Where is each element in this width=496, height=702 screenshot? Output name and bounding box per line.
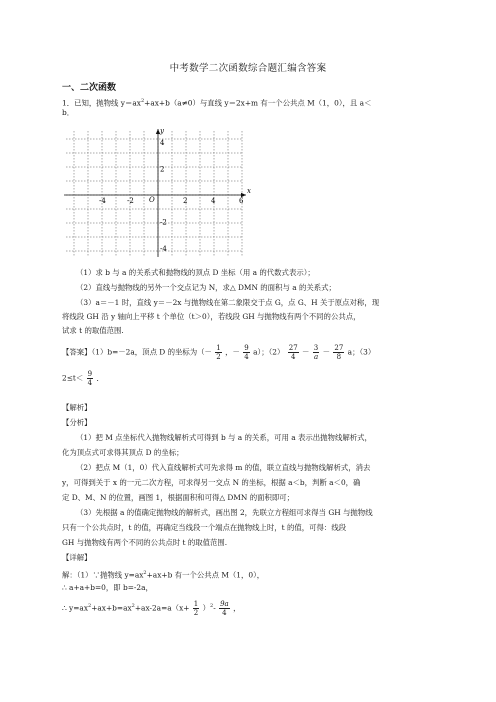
answer-line-2: 2≤t＜ $\frac{9}{4}$ ．	[62, 370, 104, 387]
x-tick-label: 4	[211, 197, 216, 205]
x-tick-label: 2	[183, 197, 188, 205]
fenxi-line: GH 与抛物线有两个不同的公共点时 t 的取值范围.	[62, 538, 228, 547]
part-3-line-2: 将线段 GH 沿 y 轴向上平移 t 个单位（t＞0），若线段 GH 与抛物线有两个不同的公共点，	[62, 312, 361, 321]
answer-line: 【答案】（1）b=－2a，顶点 D 的坐标为（－ $\frac{1}{2}$ ，－ $\frac{9}{4}$ a）；（2） $\frac{27}{4}$ － $\frac{3}{a}$ － $\frac{27}{8}$ a；（3）	[62, 344, 376, 361]
x-axis-label: x	[247, 187, 251, 195]
part-3-line-1: （3）a＝－1 时，直线 y＝－2x 与抛物线在第二象限交于点 G，点 G、H 关于原点对称，现	[76, 298, 380, 307]
detail-line-1: 解：（1）∵抛物线 $y=ax^2+ax+b$ 有一个公共点 M（1，0），	[62, 570, 265, 580]
detail-line-3: ∴ $y=ax^2+ax+b=ax^2+ax-2a=a(x+$ $\frac{1}{2}$ ）$^2$- $\frac{9a}{4}$ ，	[62, 600, 241, 617]
question-stem: 1．已知，抛物线 $y=ax^2+ax+b(a\ne 0)$与直线 y＝2x+m 有一个公共点 M（1，0），且 a＜	[62, 98, 372, 108]
x-tick-label: 6	[239, 197, 244, 205]
fenxi-line: y，可得到关于 x 的一元二次方程，可求得另一交点 N 的坐标，根据 a＜b，判断 a＜0，确	[62, 478, 361, 487]
fenxi-line: 只有一个公共点时，t 的值，再确定当线段一个端点在抛物线上时，t 的值，可得：线段	[62, 523, 347, 532]
y-tick-label: 4	[160, 138, 165, 147]
analysis-tag: 【解析】	[62, 403, 92, 412]
fenxi-line: （2）把点 M（1，0）代入直线解析式可先求得 m 的值，联立直线与抛物线解析式，消去	[76, 463, 371, 472]
fenxi-line: （3）先根据 a 的值确定抛物线的解析式，画出图 2，先联立方程组可求得当 GH 与抛物线	[76, 508, 373, 517]
detail-label: 【详解】	[62, 553, 92, 562]
fenxi-line: 化为顶点式可求得其顶点 D 的坐标；	[62, 448, 184, 457]
y-axis-label: y	[160, 127, 164, 135]
fenxi-line: 定 D、M、N 的位置，画图 1，根据面积和可得△ DMN 的面积即可；	[62, 493, 295, 502]
section-heading: 一、二次函数	[62, 83, 117, 93]
fenxi-label: 【分析】	[62, 418, 92, 427]
part-2: （2）直线与抛物线的另外一个交点记为 N，求△ DMN 的面积与 a 的关系式；	[76, 283, 336, 292]
y-tick-label: -4	[160, 245, 167, 254]
y-tick-label: -2	[160, 218, 167, 227]
question-stem-cont: b．	[62, 108, 75, 117]
fenxi-line: （1）把 M 点坐标代入抛物线解析式可得到 b 与 a 的关系，可用 a 表示出抛物线解析式，	[76, 433, 372, 442]
x-tick-label: -4	[99, 197, 106, 205]
origin-label: O	[149, 196, 155, 204]
x-tick-label: -2	[127, 197, 134, 205]
page-title: 中考数学二次函数综合题汇编含答案	[169, 63, 327, 74]
part-3-line-3: 试求 t 的取值范围.	[62, 326, 124, 335]
detail-line-2: ∴ a+a+b=0，即 b=-2a，	[62, 583, 153, 592]
y-tick-label: 2	[160, 165, 165, 174]
coordinate-grid-figure	[62, 125, 252, 261]
part-1: （1）求 b 与 a 的关系式和抛物线的顶点 D 坐标（用 a 的代数式表示）；	[76, 268, 315, 277]
